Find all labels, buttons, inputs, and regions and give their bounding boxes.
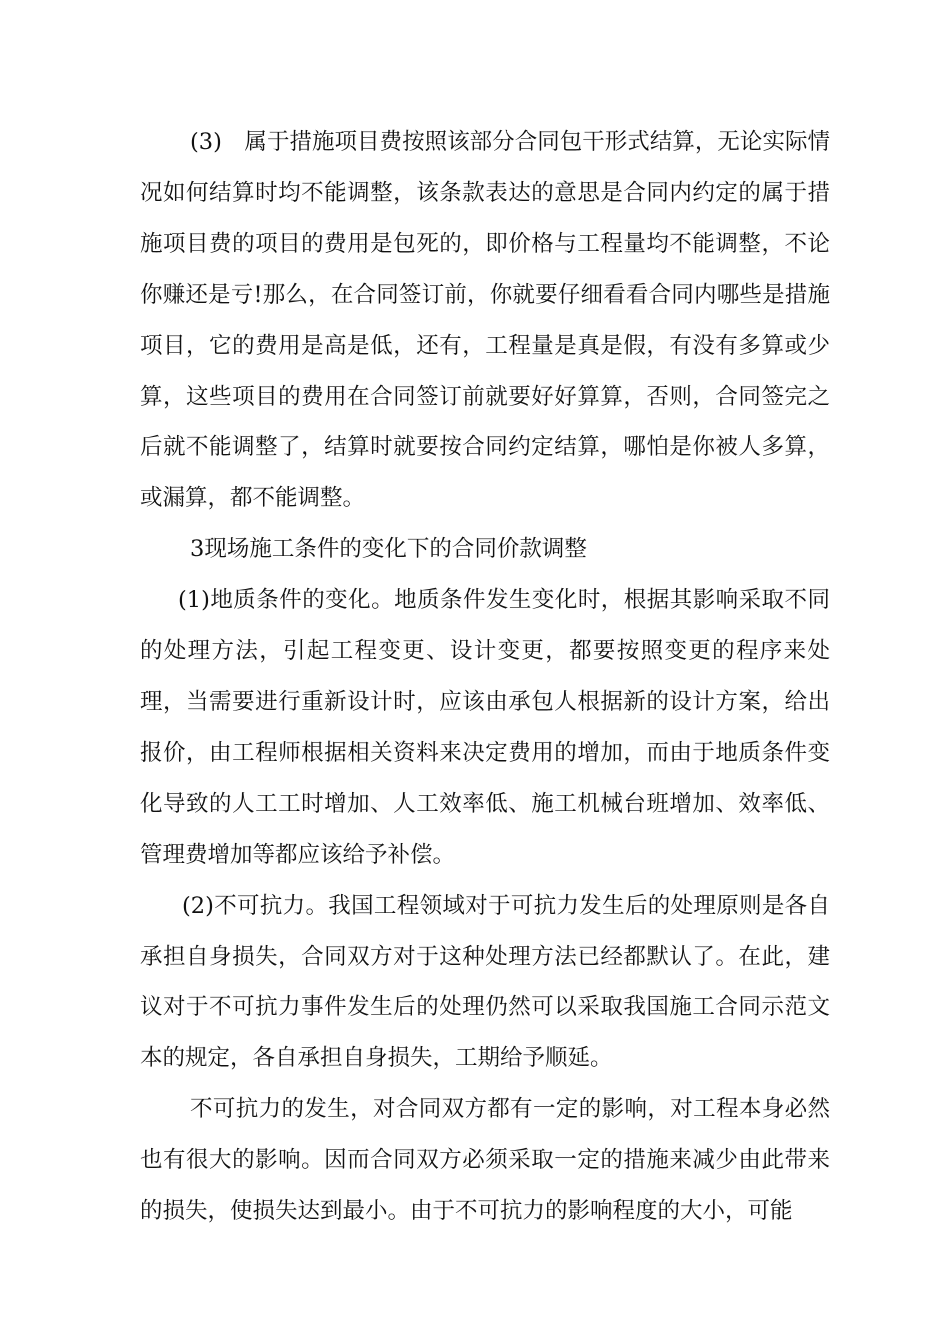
document-body: [140, 117, 830, 1237]
paragraph-force-majeure: (2)不可抗力。我国工程领域对于可抗力发生后的处理原则是各自承担自身损失，合同双方对于这种处理方法已经都默认了。在此，建议对于不可抗力事件发生后的处理仍然可以采取我国施工合同示范文本的规定，各自承担自身损失，工期给予顺延。: [140, 892, 830, 1072]
paragraph-measures-fee: (3) 属于措施项目费按照该部分合同包干形式结算，无论实际情况如何结算时均不能调整，该条款表达的意思是合同内约定的属于措施项目费的项目的费用是包死的，即价格与工程量均不能调整，不论你赚还是亏!那么，在合同签订前，你就要仔细看看合同内哪些是措施项目，它的费用是高是低，还有，工程量是真是假，有没有多算或少算，这些项目的费用在合同签订前就要好好算算，否则，合同签完之后就不能调整了，结算时就要按合同约定结算，哪怕是你被人多算，或漏算，都不能调整。: [140, 129, 830, 512]
section-heading-site-conditions: 3现场施工条件的变化下的合同价款调整: [190, 536, 587, 563]
paragraph-force-majeure-impact: 不可抗力的发生，对合同双方都有一定的影响，对工程本身必然也有很大的影响。因而合同双方必须采取一定的措施来减少由此带来的损失，使损失达到最小。由于不可抗力的影响程度的大小，可能: [140, 1096, 830, 1225]
paragraph-geological-conditions: (1)地质条件的变化。地质条件发生变化时，根据其影响采取不同的处理方法，引起工程变更、设计变更，都要按照变更的程序来处理，当需要进行重新设计时，应该由承包人根据新的设计方案，给出报价，由工程师根据相关资料来决定费用的增加，而由于地质条件变化导致的人工工时增加、人工效率低、施工机械台班增加、效率低、管理费增加等都应该给予补偿。: [140, 587, 830, 868]
